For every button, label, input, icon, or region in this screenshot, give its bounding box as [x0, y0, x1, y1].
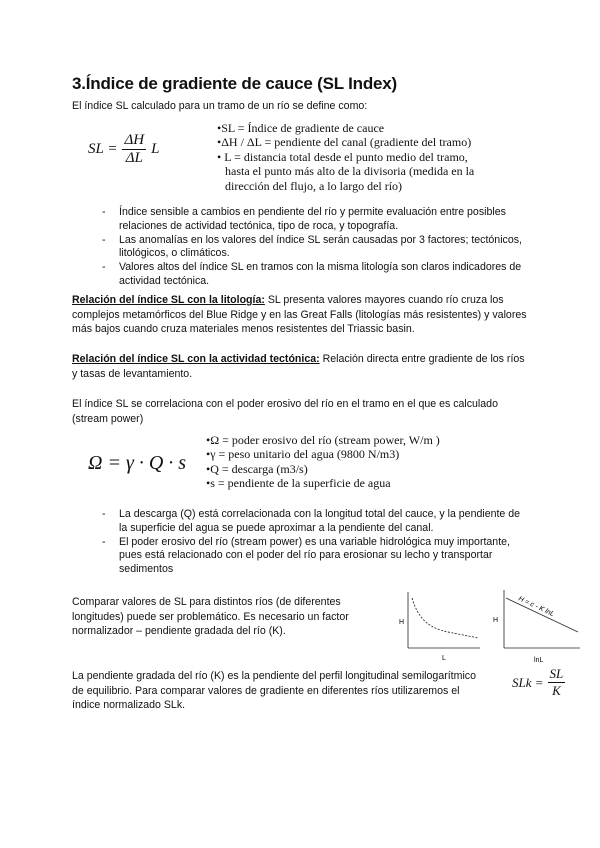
omega-def-line: •Ω = poder erosivo del río (stream power, W/m )	[206, 433, 440, 447]
list-item: - La descarga (Q) está correlacionada con la longitud total del cauce, y la pendiente de la superficie del agua se puede aproximar a la pendiente del canal.	[86, 508, 526, 536]
tectonica-paragraph	[72, 352, 530, 381]
graph2-line-label: H = c - K lnL	[517, 595, 556, 619]
omega-def-line: •s = pendiente de la superficie de agua	[206, 476, 391, 491]
longitudinal-profile-graph	[396, 588, 488, 664]
graph1-ylabel: H	[399, 619, 405, 626]
tectonica-heading: Relación del índice SL con la actividad tectónica:	[72, 353, 320, 365]
sl-formula	[88, 132, 159, 167]
list-item: - Las anomalías en los valores del índice SL serán causadas por 3 factores; tectónicos, litológicos, o climáticos.	[86, 234, 522, 262]
slk-formula	[512, 666, 565, 699]
slk-formula-lhs: SLk =	[512, 674, 544, 690]
list-item: - Valores altos del índice SL en tramos con la misma litología son claros indicadores de actividad tectónica.	[86, 261, 522, 289]
stream-power-bullet-list	[86, 508, 526, 577]
sl-def-line: •ΔH / ΔL = pendiente del canal (gradiente del tramo)	[217, 135, 472, 150]
semilog-profile-graph	[490, 586, 586, 668]
list-item: - El poder erosivo del río (stream power) es una variable hidrológica muy importante, pues está relacionado con el poder del río para erosionar su lecho y transportar sedimentos	[86, 536, 526, 577]
sl-bullet-list	[86, 206, 522, 289]
sl-def-line: dirección del flujo, a lo largo del río)	[225, 178, 403, 193]
comparar-paragraph: Comparar valores de SL para distintos ríos (de diferentes longitudes) puede ser problemático. Es necesario un factor normalizador – pendiente gradada del río (K).	[72, 596, 349, 637]
sl-formula-lhs: SL =	[88, 141, 118, 157]
litologia-paragraph	[72, 293, 530, 337]
graph1-xlabel: L	[442, 655, 446, 662]
graph2-regression-line	[506, 598, 578, 632]
graph2-ylabel: H	[493, 617, 499, 624]
slk-formula-denominator: K	[552, 683, 561, 698]
sl-definitions	[217, 121, 474, 193]
graph2-xlabel: lnL	[534, 657, 544, 664]
sl-def-line: •SL = Índice de gradiente de cauce	[217, 121, 385, 135]
stream-power-intro: El índice SL se correlaciona con el poder erosivo del río en el tramo en el que es calculado (stream power)	[72, 398, 498, 425]
slk-formula-numerator: SL	[549, 666, 564, 681]
graph1-profile-curve	[412, 598, 478, 638]
omega-def-line: •γ = peso unitario del agua (9800 N/m3)	[206, 447, 400, 462]
sl-def-line: hasta el punto más alto de la divisoria (medida en la	[225, 164, 475, 179]
omega-def-line: •Q = descarga (m3/s)	[206, 461, 308, 476]
gradada-paragraph: La pendiente gradada del río (K) es la pendiente del perfil longitudinal semilogarítmico de equilibrio. Para comparar valores de gradiente en diferentes ríos utilizaremos el índice normalizado SLk.	[72, 670, 476, 711]
sl-formula-numerator: ΔH	[124, 132, 145, 148]
litologia-text: SL presenta valores mayores cuando río cruza los complejos metamórficos del Blue Ridge y en las Great Falls (litologías más resistentes) y valores más bajos cuando cruza materiales menos resistentes del Triassic basin.	[72, 294, 527, 335]
sl-formula-tail: L	[151, 141, 160, 157]
omega-formula: Ω = γ · Q · s	[88, 452, 187, 474]
list-item: - Índice sensible a cambios en pendiente del río y permite evaluación entre posibles relaciones de actividad tectónica, tipo de roca, y topografía.	[86, 206, 522, 234]
sl-formula-denominator: ΔL	[125, 150, 143, 166]
intro-text: El índice SL calculado para un tramo de un río se define como:	[72, 100, 368, 112]
sl-def-line: • L = distancia total desde el punto medio del tramo,	[217, 149, 468, 164]
section-title: 3.Índice de gradiente de cauce (SL Index)	[72, 74, 397, 93]
tectonica-text: Relación directa entre gradiente de los ríos y tasas de levantamiento.	[72, 353, 525, 380]
omega-definitions	[206, 433, 440, 491]
litologia-heading: Relación del índice SL con la litología:	[72, 294, 265, 306]
